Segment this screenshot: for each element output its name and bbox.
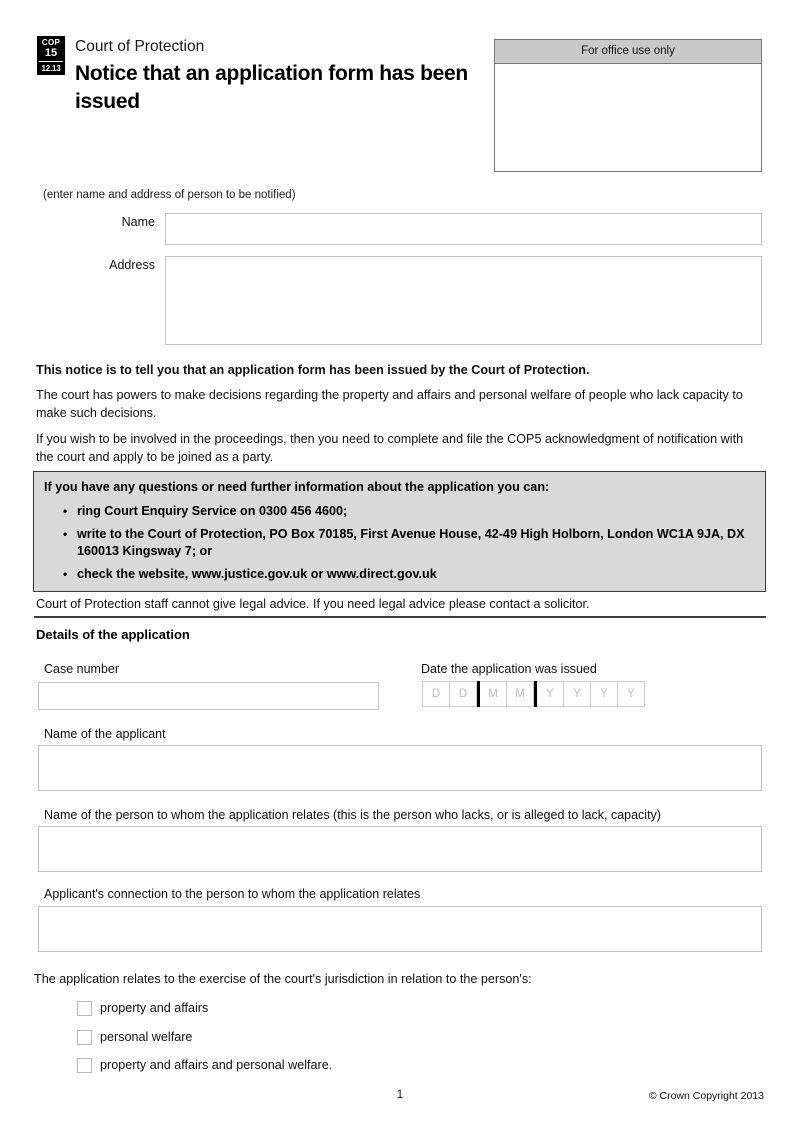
date-cell-year-3[interactable]: Y — [590, 681, 618, 707]
address-input[interactable] — [165, 256, 762, 345]
applicant-connection-label: Applicant's connection to the person to whom the application relates — [44, 887, 421, 901]
notice-paragraph-2: If you wish to be involved in the proceedings, then you need to complete and file the COP5 acknowledgment of notification with the court and apply to be joined as a party. — [36, 432, 744, 464]
list-item: • check the website, www.justice.gov.uk or www.direct.gov.uk — [77, 566, 755, 584]
date-cell-year-2[interactable]: Y — [563, 681, 591, 707]
cop-form-badge — [37, 36, 65, 75]
section-heading-details: Details of the application — [36, 627, 190, 642]
jurisdiction-option-personal-welfare[interactable] — [77, 1029, 192, 1045]
page-title: Notice that an application form has been issued — [75, 62, 468, 113]
office-use-box — [494, 39, 762, 172]
date-cell-month-2[interactable]: M — [506, 681, 534, 707]
checkbox-icon[interactable] — [77, 1058, 92, 1073]
badge-version: 12.13 — [41, 64, 61, 73]
date-divider-month-year — [534, 681, 537, 707]
date-cell-month-1[interactable]: M — [479, 681, 507, 707]
date-cell-year-1[interactable]: Y — [536, 681, 564, 707]
date-cell-day-2[interactable]: D — [449, 681, 477, 707]
copyright-notice: © Crown Copyright 2013 — [648, 1090, 764, 1102]
notify-hint: (enter name and address of person to be notified) — [43, 189, 296, 201]
date-cell-day-1[interactable]: D — [422, 681, 450, 707]
list-item: • ring Court Enquiry Service on 0300 456 4600; — [77, 503, 755, 521]
page-number: 1 — [396, 1089, 404, 1101]
jurisdiction-intro: The application relates to the exercise of the court's jurisdiction in relation to the person's: — [34, 972, 532, 986]
case-number-input[interactable] — [38, 682, 379, 710]
date-divider-day-month — [477, 681, 480, 707]
applicant-name-label: Name of the applicant — [44, 727, 166, 741]
office-use-area[interactable] — [495, 64, 761, 171]
information-panel-list — [44, 503, 755, 583]
checkbox-icon[interactable] — [77, 1001, 92, 1016]
case-number-label: Case number — [44, 662, 120, 676]
address-label: Address — [109, 258, 155, 272]
jurisdiction-option-both[interactable] — [77, 1057, 332, 1073]
checkbox-icon[interactable] — [77, 1030, 92, 1045]
subject-person-label: Name of the person to whom the application relates (this is the person who lacks, or is alleged to lack, capacity) — [44, 808, 661, 822]
date-cell-year-4[interactable]: Y — [617, 681, 645, 707]
jurisdiction-option-label: property and affairs — [100, 1001, 209, 1015]
applicant-name-input[interactable] — [38, 745, 762, 791]
organisation-name: Court of Protection — [75, 38, 205, 55]
section-divider — [34, 616, 766, 618]
jurisdiction-option-label: personal welfare — [100, 1030, 193, 1044]
name-label: Name — [121, 215, 155, 229]
badge-number: 15 — [44, 47, 58, 59]
information-panel-lead: If you have any questions or need further information about the application you can: — [44, 480, 550, 494]
name-input[interactable] — [165, 213, 762, 245]
office-use-heading: For office use only — [495, 40, 761, 64]
jurisdiction-option-property-affairs[interactable] — [77, 1000, 208, 1016]
legal-advice-note: Court of Protection staff cannot give legal advice. If you need legal advice please contact a solicitor. — [36, 597, 590, 611]
notice-paragraph-1: The court has powers to make decisions regarding the property and affairs and personal welfare of people who lack capacity to make such decisions. — [36, 388, 743, 420]
jurisdiction-option-label: property and affairs and personal welfare. — [100, 1058, 333, 1072]
badge-code: COP — [41, 38, 61, 47]
applicant-connection-input[interactable] — [38, 906, 762, 952]
date-issued-input[interactable] — [422, 681, 645, 707]
notice-intro-text: This notice is to tell you that an application form has been issued by the Court of Protection. — [36, 363, 590, 377]
list-item: • write to the Court of Protection, PO Box 70185, First Avenue House, 42-49 High Holborn, London WC1A 9JA, DX 160013 Kingsway 7; or — [77, 526, 755, 561]
subject-person-input[interactable] — [38, 826, 762, 872]
date-issued-label: Date the application was issued — [421, 662, 597, 676]
information-panel — [33, 471, 766, 592]
